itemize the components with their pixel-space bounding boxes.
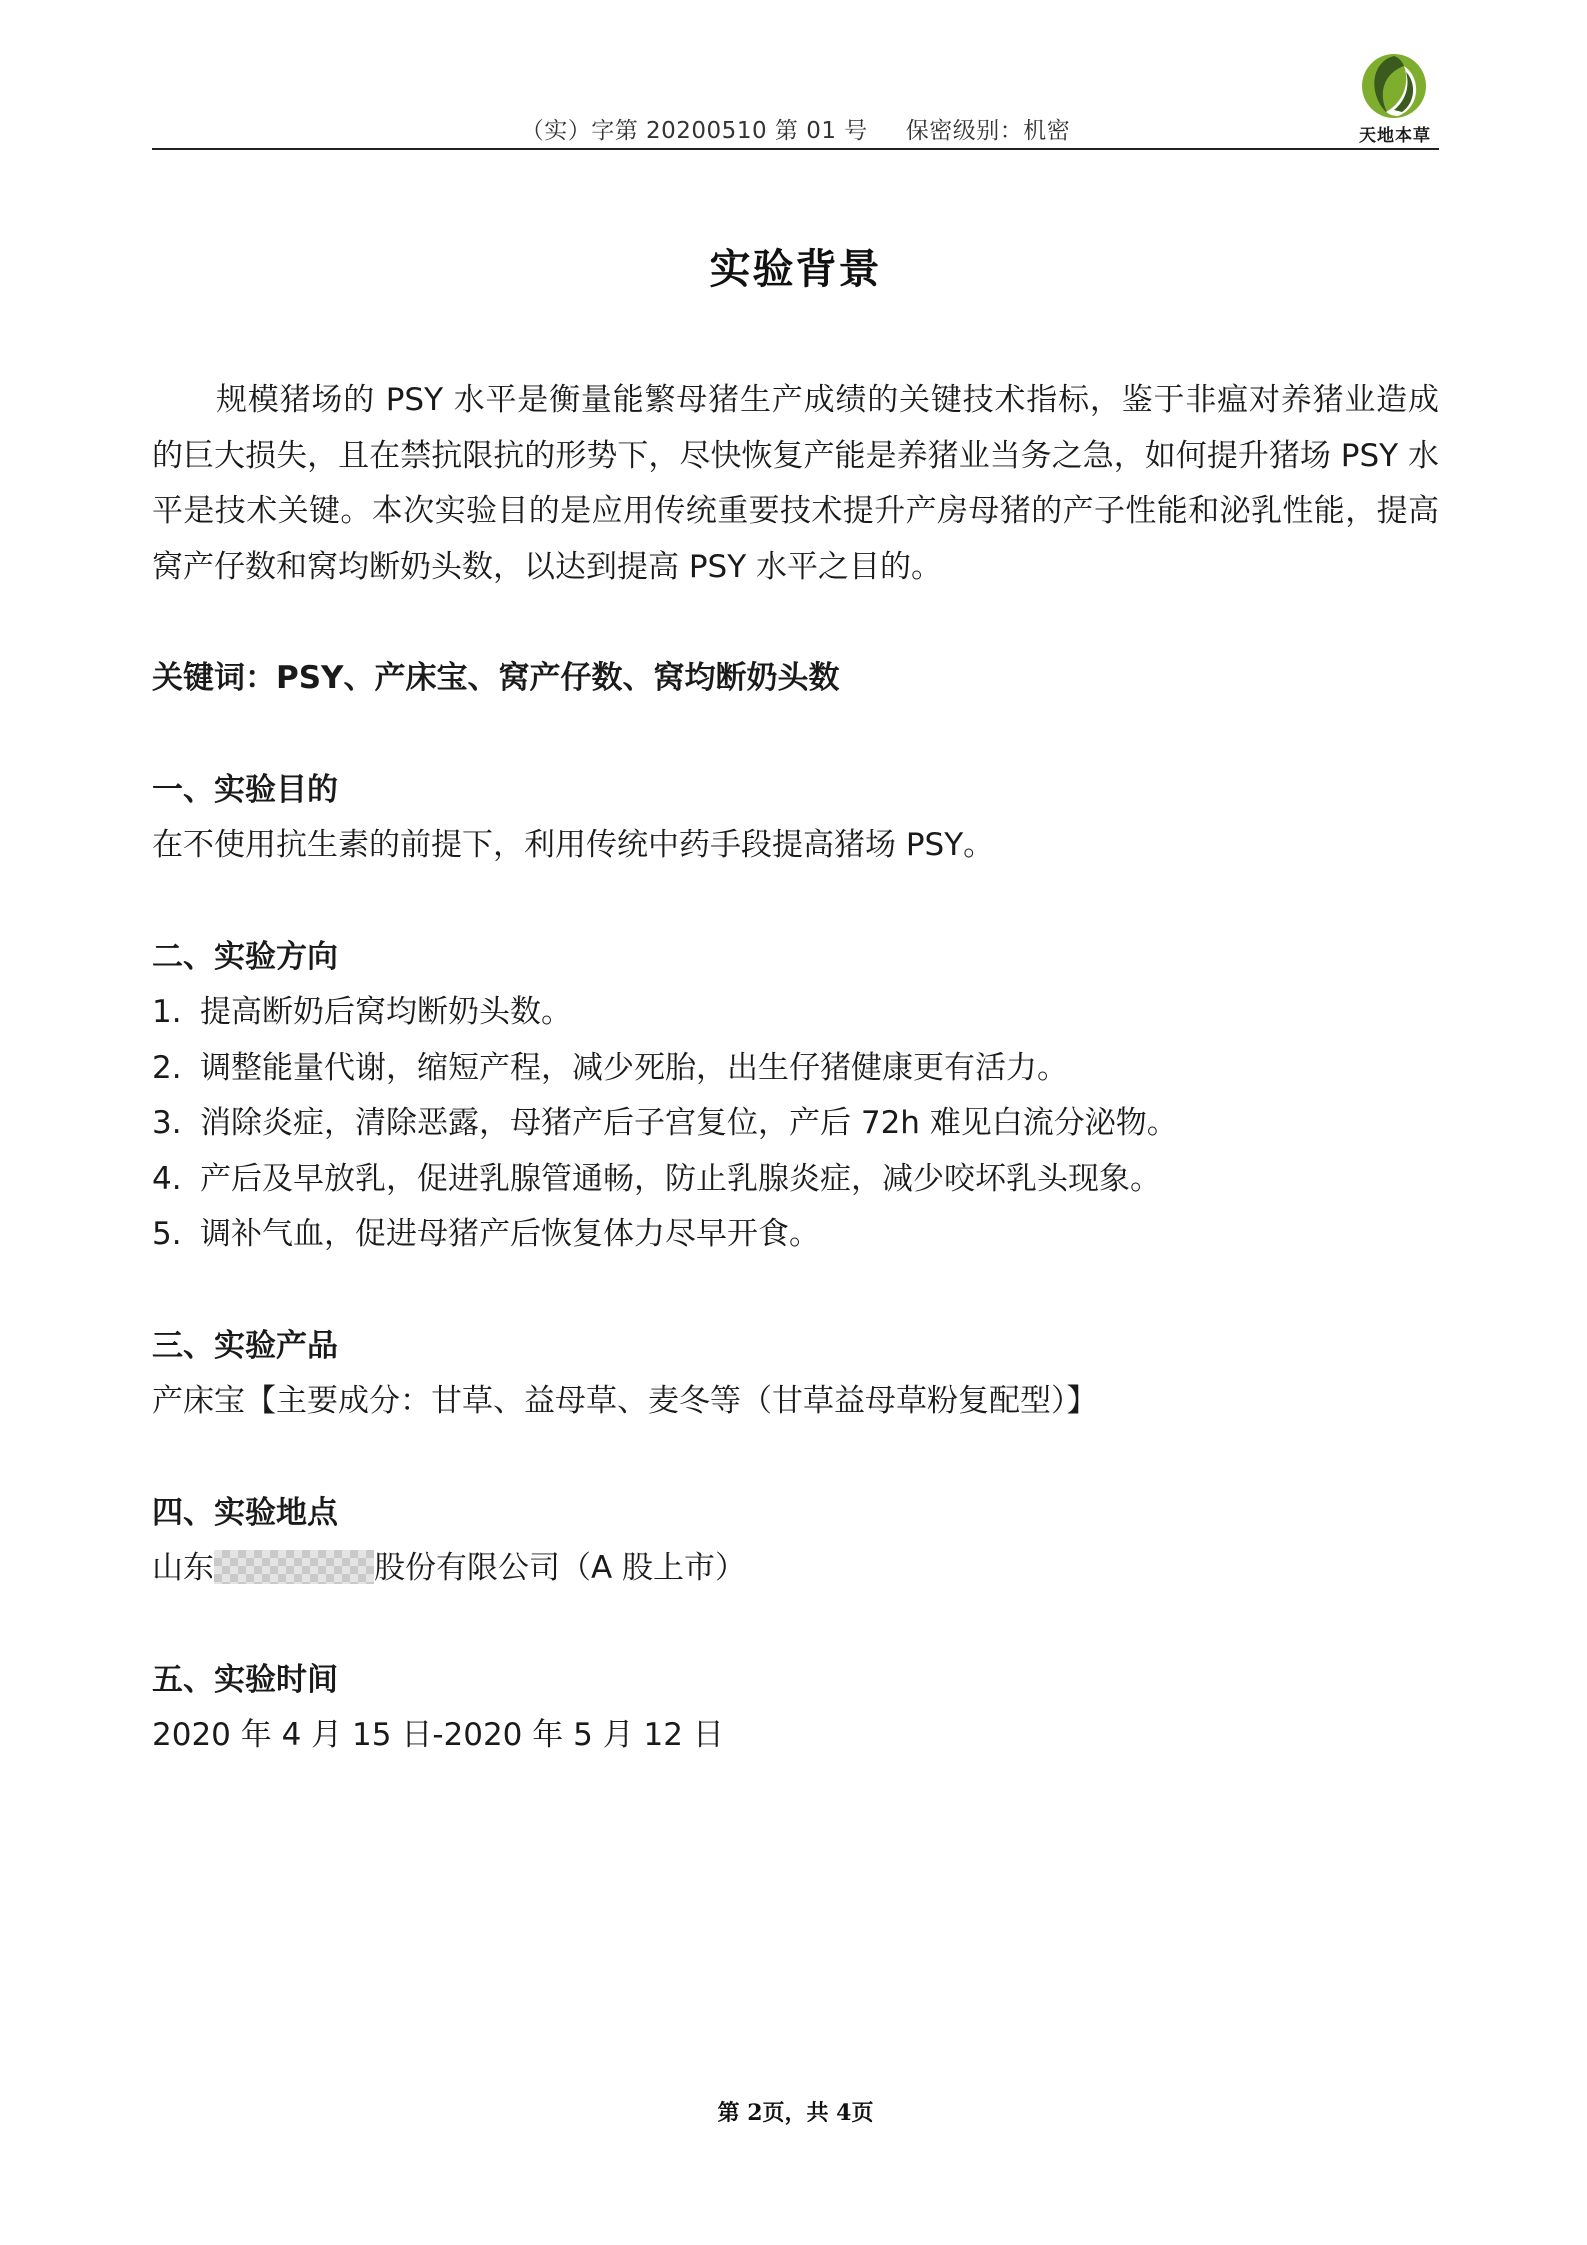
- keywords: 关键词：PSY、产床宝、窝产仔数、窝均断奶头数: [152, 660, 840, 696]
- list-item-text: 调整能量代谢，缩短产程，减少死胎，出生仔猪健康更有活力。: [200, 1049, 1068, 1086]
- redacted-company-name: [214, 1550, 374, 1584]
- section-heading-purpose: 一、实验目的: [152, 771, 338, 808]
- section-heading-direction: 二、实验方向: [152, 938, 338, 975]
- section-text-purpose: 在不使用抗生素的前提下，利用传统中药手段提高猪场 PSY。: [152, 827, 995, 863]
- list-item-text: 提高断奶后窝均断奶头数。: [200, 994, 572, 1030]
- list-item-number: 1.: [152, 994, 182, 1030]
- list-item: [152, 985, 1439, 1041]
- list-item: [152, 1096, 1439, 1152]
- header-divider: [152, 148, 1439, 150]
- direction-list: [152, 985, 1439, 1263]
- list-item-number: 2.: [152, 1049, 182, 1086]
- header-line: [152, 112, 1439, 145]
- intro-paragraph: 规模猪场的 PSY 水平是衡量能繁母猪生产成绩的关键技术指标，鉴于非瘟对养猪业造成的巨大损失，且在禁抗限抗的形势下，尽快恢复产能是养猪业当务之急，如何提升猪场 PSY 水平是技术关键。本次实验目的是应用传统重要技术提升产房母猪的产子性能和泌乳性能，提高窝产仔数和窝均断奶头数，以达到提高 PSY 水平之目的。: [152, 382, 1439, 585]
- leaf-logo-icon: [1358, 52, 1430, 120]
- section-heading-product: 三、实验产品: [152, 1327, 338, 1364]
- list-item-text: 调补气血，促进母猪产后恢复体力尽早开食。: [200, 1216, 820, 1252]
- list-item-number: 4.: [152, 1160, 182, 1197]
- list-item-text: 消除炎症，清除恶露，母猪产后子宫复位，产后 72h 难见白流分泌物。: [200, 1105, 1178, 1141]
- section-heading-location: 四、实验地点: [152, 1494, 338, 1531]
- list-item: [152, 1041, 1439, 1097]
- section-text-time: 2020 年 4 月 15 日-2020 年 5 月 12 日: [152, 1717, 724, 1753]
- page-number: 第 2页，共 4页: [717, 2100, 874, 2126]
- document-body: [152, 373, 1439, 1764]
- location-suffix: 股份有限公司（A 股上市）: [374, 1550, 747, 1586]
- list-item-text: 产后及早放乳，促进乳腺管通畅，防止乳腺炎症，减少咬坏乳头现象。: [200, 1160, 1161, 1197]
- doc-number: （实）字第 20200510 第 01 号: [520, 118, 868, 144]
- location-prefix: 山东: [152, 1550, 214, 1586]
- section-heading-time: 五、实验时间: [152, 1661, 338, 1698]
- security-level: 保密级别：机密: [905, 118, 1071, 144]
- logo-text: 天地本草: [1359, 126, 1431, 146]
- list-item-number: 3.: [152, 1105, 182, 1141]
- list-item-number: 5.: [152, 1216, 182, 1252]
- section-text-product: 产床宝【主要成分：甘草、益母草、麦冬等（甘草益母草粉复配型）】: [152, 1383, 1098, 1419]
- section-text-location: [152, 1541, 1439, 1597]
- list-item: [152, 1152, 1439, 1208]
- page-title: 实验背景: [709, 245, 882, 293]
- company-logo: [1340, 52, 1450, 146]
- list-item: [152, 1207, 1439, 1263]
